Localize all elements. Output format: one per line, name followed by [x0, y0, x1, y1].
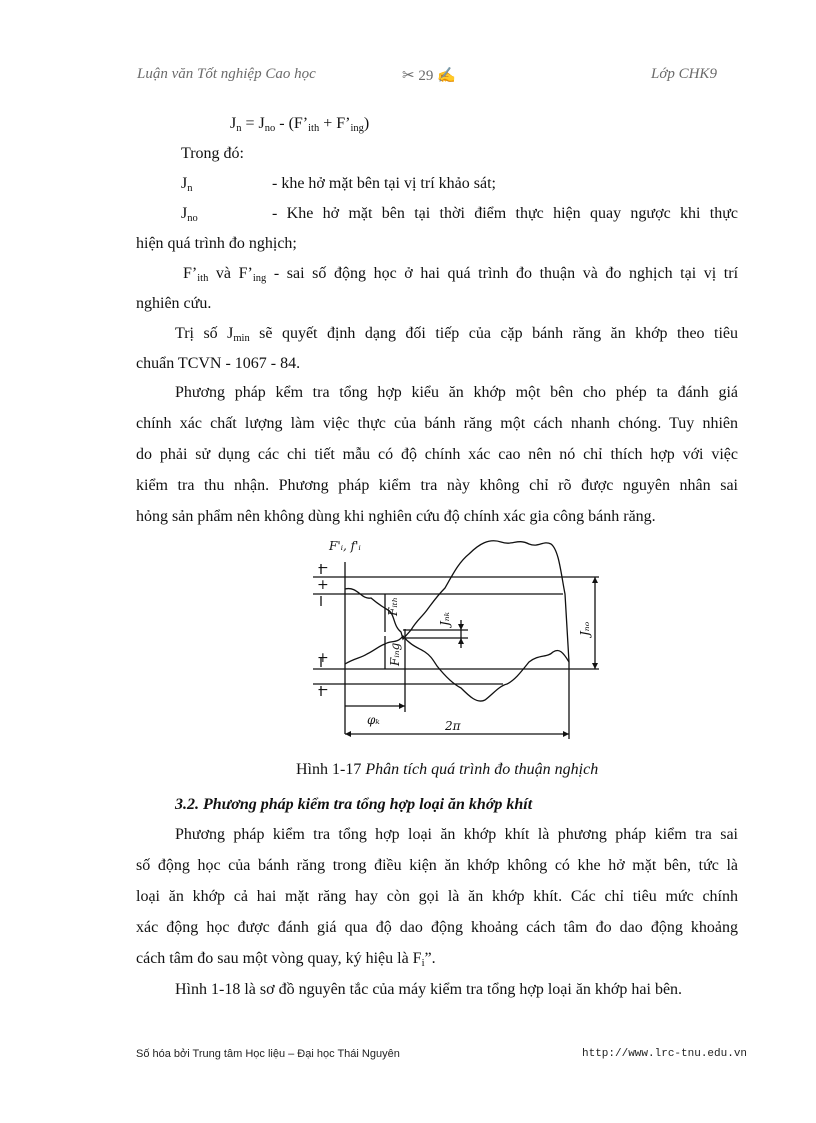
- def-jno-sym: J: [181, 205, 188, 222]
- para3-line: Phương pháp kiểm tra tổng hợp loại ăn khớp khít là phương pháp kiểm tra sai: [175, 826, 738, 843]
- def-f-line: [183, 265, 738, 284]
- def-f-sym1: F’: [183, 265, 198, 282]
- para2-line: hỏng sản phẩm nên không dùng khi nghiên cứu độ chính xác gia công bánh răng.: [136, 508, 656, 525]
- para1-b: sẽ quyết định dạng đối tiếp của cặp bánh răng ăn khớp theo tiêu: [249, 325, 738, 342]
- para3-line: số động học của bánh răng trong điều kiện ăn khớp không có khe hở mặt bên, tức là: [136, 857, 738, 874]
- running-header-class: Lớp CHK9: [651, 66, 717, 82]
- phi-k-label: φₖ: [367, 713, 380, 727]
- formula-mid: - (F’: [275, 115, 309, 132]
- formula-ith-sub: ith: [308, 123, 320, 134]
- footer-url[interactable]: http://www.lrc-tnu.edu.vn: [582, 1048, 748, 1060]
- def-jn-desc: - khe hở mặt bên tại vị trí khảo sát;: [272, 175, 496, 192]
- def-f-desc-cont: nghiên cứu.: [136, 295, 212, 312]
- arrow-head: [458, 638, 464, 644]
- para3-line: loại ăn khớp cả hai mặt răng hay còn gọi là ăn khớp khít. Các chỉ tiêu mức chính: [136, 888, 738, 905]
- para1-a: Trị số J: [175, 325, 234, 342]
- para1-line2: chuẩn TCVN - 1067 - 84.: [136, 355, 301, 372]
- formula-lhs-sub: n: [236, 123, 242, 134]
- def-f-sub2: ing: [252, 273, 267, 284]
- caption-prefix: Hình 1-17: [296, 761, 366, 778]
- def-f-and: và F’: [208, 265, 253, 282]
- def-jno-desc-cont: hiện quá trình đo nghịch;: [136, 235, 297, 252]
- def-f-desc: - sai số động học ở hai quá trình đo thuận và đo nghịch tại vị trí: [266, 265, 739, 282]
- def-jno-desc: - Khe hở mặt bên tại thời điểm thực hiện quay ngược khi thực: [272, 205, 738, 222]
- para2-line: Phương pháp kểm tra tổng hợp kiểu ăn khớp một bên cho phép ta đánh giá: [175, 384, 738, 401]
- para3-last-sub: i: [421, 958, 425, 969]
- def-jn-symbol: [181, 175, 192, 194]
- forward-curve: [345, 541, 569, 662]
- formula-close: ): [363, 115, 370, 132]
- where-label: Trong đó:: [181, 145, 244, 162]
- section-heading: 3.2. Phương pháp kiểm tra tổng hợp loại ăn khớp khít: [175, 796, 533, 813]
- para4: Hình 1-18 là sơ đồ nguyên tắc của máy kiểm tra tổng hợp loại ăn khớp hai bên.: [175, 981, 683, 998]
- minus-sign-lower: −: [317, 682, 329, 698]
- para3-last-b: ”.: [424, 950, 436, 967]
- arrow-head: [592, 663, 598, 669]
- def-jn-sym: J: [181, 175, 188, 192]
- f-ith-label: Fᵢₜₕ: [386, 597, 400, 616]
- formula-plus: + F’: [319, 115, 351, 132]
- scissors-left-icon: ✂: [402, 68, 415, 84]
- formula-lhs: J: [230, 115, 237, 132]
- def-jn-sub: n: [187, 183, 193, 194]
- minus-sign-upper: −: [317, 560, 329, 576]
- plus-sign-lower: +: [317, 650, 329, 666]
- para2-line: chính xác chất lượng làm việc thực của bánh răng một cách nhanh chóng. Tuy nhiên: [136, 415, 738, 432]
- figure-caption: [296, 761, 598, 779]
- arrow-head: [345, 731, 351, 737]
- def-jno-symbol: [181, 205, 198, 224]
- f-ing-label: Fᵢₙ𝑔: [388, 642, 402, 666]
- pen-icon: ✍: [437, 68, 456, 84]
- plus-sign-upper: +: [317, 577, 329, 593]
- arrow-head: [563, 731, 569, 737]
- para1-sub: min: [233, 333, 250, 344]
- para3-last-a: cách tâm đo sau một vòng quay, ký hiệu là F: [136, 950, 422, 967]
- two-pi-label: 2π: [445, 719, 461, 733]
- figure-forward-reverse-measurement: [303, 534, 613, 756]
- formula-no-sub: no: [264, 123, 276, 134]
- para2-line: kiểm tra thu nhận. Phương pháp kiểm tra này không chỉ rõ được nguyên nhân sai: [136, 477, 738, 494]
- page-number: [402, 66, 456, 85]
- footer-source: Số hóa bởi Trung tâm Học liệu – Đại học Thái Nguyên: [136, 1048, 400, 1060]
- running-header-title: Luận văn Tốt nghiệp Cao học: [137, 66, 316, 82]
- para3-line: xác động học được đánh giá qua độ dao động khoảng cách tâm đo dao động khoảng: [136, 919, 738, 936]
- arrow-head: [592, 577, 598, 583]
- j-nk-label: Jₙₖ: [438, 611, 452, 626]
- arrow-head: [458, 624, 464, 630]
- formula-eq: = J: [241, 115, 265, 132]
- para2-line: do phải sử dụng các chi tiết mẫu có độ chính xác cao nên nó chỉ thích hợp với việc: [136, 446, 738, 463]
- para3-last-line: [136, 950, 436, 969]
- j-no-label: Jₙₒ: [578, 621, 592, 636]
- def-f-sub1: ith: [197, 273, 209, 284]
- y-axis-label: F'ᵢ, f'ᵢ: [329, 539, 361, 553]
- page-number-value: 29: [418, 68, 434, 84]
- formula: [230, 115, 369, 134]
- para1-line1: [175, 325, 738, 344]
- formula-ing-sub: ing: [350, 123, 364, 134]
- def-jno-sub: no: [187, 213, 198, 224]
- arrow-head: [399, 703, 405, 709]
- caption-title: Phân tích quá trình đo thuận nghịch: [365, 761, 599, 778]
